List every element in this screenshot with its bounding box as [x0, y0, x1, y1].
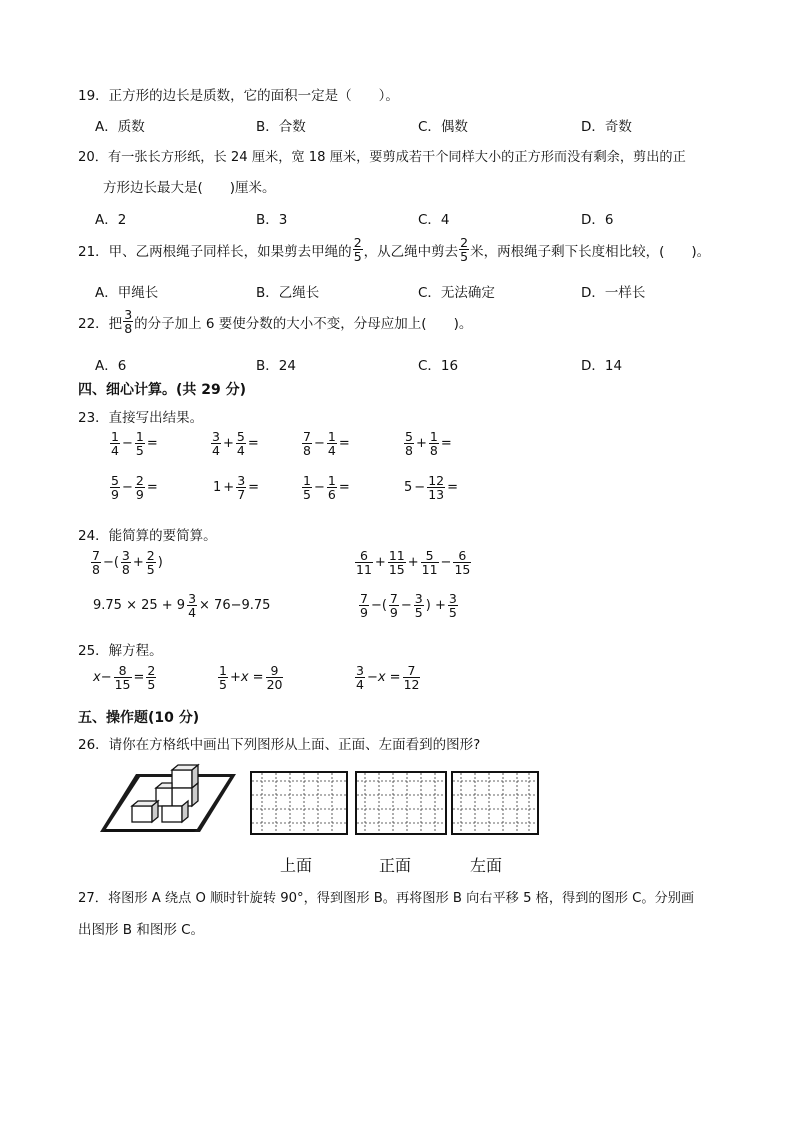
q24-expression-3 [92, 592, 271, 619]
fraction [421, 549, 439, 576]
denominator: 11 [356, 562, 372, 578]
q25-stem: 25．解方程。 [78, 643, 163, 659]
denominator: 5 [460, 249, 469, 265]
numerator: 3 [121, 548, 130, 563]
denominator: 5 [353, 249, 362, 265]
q24-expression-4 [358, 592, 459, 619]
whole-number: 5 [404, 480, 413, 496]
q22-fraction [123, 308, 133, 335]
fraction [146, 664, 156, 691]
cube-stack-figure [98, 760, 238, 836]
denominator: 4 [188, 605, 197, 621]
numerator: 2 [460, 235, 469, 250]
numerator: 3 [212, 429, 220, 444]
denominator: 13 [428, 487, 445, 503]
numerator: 8 [118, 663, 127, 678]
fraction [91, 549, 101, 576]
q21-text-1: 21．甲、乙两根绳子同样长，如果剪去甲绳的 [78, 243, 352, 260]
denominator: 6 [327, 487, 336, 503]
denominator: 9 [111, 487, 119, 503]
q22-text-2: 的分子加上 6 要使分数的大小不变，分母应加上( )。 [134, 315, 473, 332]
expression-text: × 76−9.75 [199, 598, 271, 614]
q21-text-3: 米，两根绳子剩下长度相比较，( )。 [470, 243, 711, 260]
numerator: 9 [270, 663, 279, 678]
q27-line2: 出图形 B 和图形 C。 [78, 922, 205, 938]
q22-option-b: B．24 [256, 358, 296, 374]
q27-line1: 27．将图形 A 绕点 O 顺时针旋转 90°，得到图形 B。再将图形 B 向右平移 5 格，得到的图形 C。分别画 [78, 891, 695, 906]
q20-line2: 方形边长最大是( )厘米。 [103, 180, 276, 196]
fraction [403, 664, 421, 691]
denominator: 9 [135, 487, 144, 503]
q22-option-a: A．6 [95, 358, 127, 374]
numerator: 3 [237, 473, 246, 488]
q22-stem [78, 308, 472, 335]
numerator: 7 [92, 548, 100, 563]
q19-option-d: D．奇数 [581, 119, 632, 135]
fraction [414, 592, 424, 619]
denominator: 20 [266, 677, 283, 693]
q19-option-a: A．质数 [95, 119, 145, 135]
q25-equation-1 [92, 664, 157, 691]
fraction [187, 592, 197, 619]
numerator: 12 [428, 473, 445, 488]
numerator: 1 [135, 429, 144, 444]
numerator: 2 [146, 548, 155, 563]
expression-text: +x = [229, 670, 264, 686]
grid-left-view[interactable] [451, 771, 539, 835]
numerator: 3 [124, 307, 133, 322]
operator: + [222, 436, 234, 452]
numerator: 3 [414, 591, 423, 606]
fraction [355, 664, 365, 691]
fraction [135, 430, 145, 457]
operator: −( [370, 598, 387, 614]
denominator: 8 [405, 443, 413, 459]
equals: = [146, 436, 158, 452]
grid-top-view[interactable] [250, 771, 348, 835]
numerator: 11 [388, 548, 405, 563]
denominator: 8 [429, 443, 438, 459]
section-5-title: 五、操作题(10 分) [78, 710, 200, 726]
denominator: 8 [121, 562, 130, 578]
q24-expression-2 [354, 549, 472, 576]
equals: = [338, 436, 350, 452]
operator: + [407, 555, 419, 571]
fraction [302, 474, 312, 501]
operator: − [121, 436, 133, 452]
q20-line1: 20．有一张长方形纸，长 24 厘米，宽 18 厘米，要剪成若干个同样大小的正方形而没有剩余，剪出的正 [78, 150, 686, 165]
denominator: 9 [389, 605, 398, 621]
denominator: 11 [421, 562, 438, 578]
expression-text: −x = [366, 670, 401, 686]
denominator: 15 [114, 677, 131, 693]
q23-item-7 [301, 474, 351, 501]
equals: = [440, 436, 452, 452]
operator: − [313, 436, 325, 452]
fraction [146, 549, 156, 576]
q22-option-d: D．14 [581, 358, 623, 374]
denominator: 5 [448, 605, 457, 621]
equals: = [247, 436, 259, 452]
q21-option-a: A．甲绳长 [95, 285, 159, 301]
fraction [302, 430, 312, 457]
q24-expression-1 [90, 549, 164, 576]
q21-text-2: ，从乙绳中剪去 [363, 243, 459, 260]
denominator: 5 [219, 677, 227, 693]
grid-front-view[interactable] [355, 771, 447, 835]
label-front-view: 正面 [379, 856, 412, 875]
q20-option-b: B．3 [256, 212, 288, 228]
fraction [135, 474, 145, 501]
operator: − [121, 480, 133, 496]
numerator: 2 [353, 235, 362, 250]
q23-item-6 [212, 474, 260, 501]
numerator: 1 [303, 473, 311, 488]
denominator: 4 [356, 677, 364, 693]
q19-option-c: C．偶数 [418, 119, 468, 135]
denominator: 7 [237, 487, 246, 503]
operator: + [415, 436, 427, 452]
q25-equation-3 [354, 664, 421, 691]
q21-fraction-1 [353, 236, 363, 263]
fraction [355, 549, 373, 576]
denominator: 5 [135, 443, 144, 459]
fraction [211, 430, 221, 457]
operator: + [374, 555, 386, 571]
numerator: 6 [458, 548, 467, 563]
numerator: 5 [425, 548, 434, 563]
fraction [448, 592, 458, 619]
numerator: 1 [429, 429, 438, 444]
denominator: 8 [303, 443, 311, 459]
fraction [266, 664, 284, 691]
q21-fraction-2 [459, 236, 469, 263]
q23-item-8 [403, 474, 459, 501]
q23-item-4 [403, 430, 453, 457]
fraction [327, 430, 337, 457]
denominator: 5 [146, 562, 155, 578]
q20-option-a: A．2 [95, 212, 127, 228]
equals: = [447, 480, 458, 496]
operator: − [440, 555, 452, 571]
q23-item-2 [210, 430, 260, 457]
numerator: 5 [236, 429, 245, 444]
fraction [327, 474, 337, 501]
fraction [389, 592, 399, 619]
equals: = [338, 480, 350, 496]
operator: + [223, 480, 235, 496]
fraction [121, 549, 131, 576]
numerator: 7 [303, 429, 311, 444]
numerator: 2 [147, 663, 156, 678]
q19-stem: 19．正方形的边长是质数，它的面积一定是（ ）。 [78, 88, 399, 104]
denominator: 5 [147, 677, 156, 693]
q21-option-b: B．乙绳长 [256, 285, 320, 301]
q23-stem: 23．直接写出结果。 [78, 410, 204, 426]
numerator: 1 [327, 429, 336, 444]
fraction [110, 430, 120, 457]
numerator: 3 [188, 591, 197, 606]
numerator: 3 [356, 663, 364, 678]
numerator: 3 [448, 591, 457, 606]
fraction [359, 592, 369, 619]
fraction [388, 549, 406, 576]
q23-item-5 [109, 474, 159, 501]
q20-option-d: D．6 [581, 212, 614, 228]
denominator: 5 [303, 487, 311, 503]
denominator: 8 [124, 321, 133, 337]
denominator: 9 [360, 605, 368, 621]
numerator: 7 [389, 591, 398, 606]
numerator: 7 [407, 663, 416, 678]
fraction [218, 664, 228, 691]
q22-option-c: C．16 [418, 358, 459, 374]
denominator: 4 [111, 443, 119, 459]
denominator: 4 [212, 443, 220, 459]
expression-text: 9.75 × 25 + 9 [93, 598, 186, 614]
denominator: 8 [92, 562, 100, 578]
operator: + [132, 555, 144, 571]
operator: − [313, 480, 325, 496]
numerator: 6 [359, 548, 368, 563]
fraction [453, 549, 471, 576]
label-top-view: 上面 [280, 856, 313, 875]
fraction [114, 664, 132, 691]
q25-equation-2 [217, 664, 284, 691]
numerator: 1 [219, 663, 227, 678]
fraction [110, 474, 120, 501]
fraction [236, 430, 246, 457]
expression-text: x− [93, 670, 112, 686]
operator: −( [102, 555, 119, 571]
section-4-title: 四、细心计算。(共 29 分) [78, 382, 247, 398]
numerator: 5 [405, 429, 413, 444]
whole-number: 1 [213, 480, 222, 496]
denominator: 4 [236, 443, 245, 459]
operator: − [400, 598, 412, 614]
q21-option-d: D．一样长 [581, 285, 646, 301]
fraction [404, 430, 414, 457]
numerator: 2 [135, 473, 144, 488]
operator: − [414, 480, 426, 496]
denominator: 5 [414, 605, 423, 621]
operator: ) + [425, 598, 446, 614]
equals: = [248, 480, 260, 496]
q23-item-1 [109, 430, 159, 457]
label-left-view: 左面 [470, 856, 503, 875]
numerator: 7 [360, 591, 368, 606]
q20-option-c: C．4 [418, 212, 450, 228]
numerator: 1 [327, 473, 336, 488]
q21-stem [78, 236, 710, 263]
q22-text-1: 22．把 [78, 315, 123, 332]
fraction [429, 430, 439, 457]
q19-option-b: B．合数 [256, 119, 306, 135]
close-paren: ) [157, 555, 163, 571]
q26-stem: 26．请你在方格纸中画出下列图形从上面、正面、左面看到的图形? [78, 737, 481, 753]
fraction [427, 474, 445, 501]
fraction [236, 474, 246, 501]
numerator: 5 [111, 473, 119, 488]
q23-item-3 [301, 430, 351, 457]
q24-stem: 24．能简算的要简算。 [78, 528, 217, 544]
denominator: 15 [454, 562, 471, 578]
denominator: 15 [388, 562, 405, 578]
equals: = [146, 480, 158, 496]
numerator: 1 [111, 429, 119, 444]
q21-option-c: C．无法确定 [418, 285, 495, 301]
denominator: 12 [403, 677, 420, 693]
denominator: 4 [327, 443, 336, 459]
equals: = [133, 670, 145, 686]
